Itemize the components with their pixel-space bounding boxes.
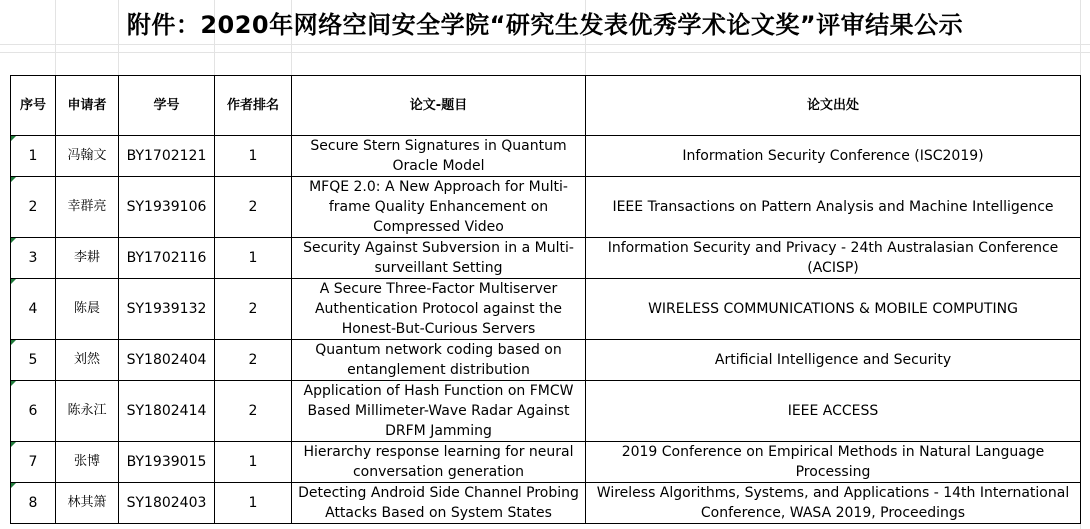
table-row (11, 483, 1081, 524)
table-row (11, 238, 1081, 279)
cell-author-rank[interactable]: 2 (215, 279, 292, 340)
header-author-rank[interactable]: 作者排名 (215, 76, 292, 136)
cell-student-id[interactable]: SY1939132 (119, 279, 215, 340)
cell-venue[interactable]: Information Security Conference (ISC2019) (586, 136, 1081, 177)
cell-applicant[interactable]: 张博 (56, 442, 119, 483)
cell-paper-title[interactable]: Quantum network coding based on entanglement distribution (292, 340, 586, 381)
cell-no[interactable]: 4 (11, 279, 56, 340)
cell-paper-title[interactable]: Security Against Subversion in a Multi-surveillant Setting (292, 238, 586, 279)
cell-author-rank[interactable]: 2 (215, 340, 292, 381)
cell-no[interactable]: 6 (11, 381, 56, 442)
cell-paper-title[interactable]: Application of Hash Function on FMCW Based Millimeter-Wave Radar Against DRFM Jamming (292, 381, 586, 442)
cell-student-id[interactable]: BY1702121 (119, 136, 215, 177)
cell-student-id[interactable]: BY1939015 (119, 442, 215, 483)
header-no[interactable]: 序号 (11, 76, 56, 136)
cell-marker-icon (11, 177, 16, 182)
cell-marker-icon (11, 136, 16, 141)
cell-student-id[interactable]: SY1802404 (119, 340, 215, 381)
cell-venue[interactable]: Information Security and Privacy - 24th Australasian Conference (ACISP) (586, 238, 1081, 279)
header-paper-title[interactable]: 论文-题目 (292, 76, 586, 136)
cell-venue[interactable]: WIRELESS COMMUNICATIONS & MOBILE COMPUTING (586, 279, 1081, 340)
cell-author-rank[interactable]: 2 (215, 177, 292, 238)
cell-author-rank[interactable]: 1 (215, 238, 292, 279)
cell-paper-title[interactable]: Hierarchy response learning for neural conversation generation (292, 442, 586, 483)
table-row (11, 136, 1081, 177)
cell-student-id[interactable]: SY1939106 (119, 177, 215, 238)
header-venue[interactable]: 论文出处 (586, 76, 1081, 136)
cell-applicant[interactable]: 幸群亮 (56, 177, 119, 238)
table-row (11, 381, 1081, 442)
cell-author-rank[interactable]: 1 (215, 442, 292, 483)
cell-no[interactable]: 8 (11, 483, 56, 524)
table-row (11, 177, 1081, 238)
cell-author-rank[interactable]: 2 (215, 381, 292, 442)
cell-applicant[interactable]: 刘然 (56, 340, 119, 381)
cell-paper-title[interactable]: Detecting Android Side Channel Probing Attacks Based on System States (292, 483, 586, 524)
cell-applicant[interactable]: 林其箫 (56, 483, 119, 524)
cell-author-rank[interactable]: 1 (215, 136, 292, 177)
cell-venue[interactable]: IEEE Transactions on Pattern Analysis and Machine Intelligence (586, 177, 1081, 238)
cell-paper-title[interactable]: MFQE 2.0: A New Approach for Multi-frame Quality Enhancement on Compressed Video (292, 177, 586, 238)
cell-applicant[interactable]: 陈晨 (56, 279, 119, 340)
cell-author-rank[interactable]: 1 (215, 483, 292, 524)
cell-paper-title[interactable]: Secure Stern Signatures in Quantum Oracle Model (292, 136, 586, 177)
cell-student-id[interactable]: SY1802414 (119, 381, 215, 442)
results-table (10, 75, 1081, 524)
header-row (11, 76, 1081, 136)
cell-applicant[interactable]: 陈永江 (56, 381, 119, 442)
cell-venue[interactable]: 2019 Conference on Empirical Methods in Natural Language Processing (586, 442, 1081, 483)
cell-student-id[interactable]: SY1802403 (119, 483, 215, 524)
cell-applicant[interactable]: 李耕 (56, 238, 119, 279)
cell-marker-icon (11, 279, 16, 284)
cell-marker-icon (11, 238, 16, 243)
cell-venue[interactable]: Wireless Algorithms, Systems, and Applications - 14th International Conference, WASA 2019, Proceedings (586, 483, 1081, 524)
cell-no[interactable]: 1 (11, 136, 56, 177)
cell-marker-icon (11, 483, 16, 488)
cell-venue[interactable]: IEEE ACCESS (586, 381, 1081, 442)
cell-marker-icon (11, 381, 16, 386)
table-row (11, 340, 1081, 381)
header-applicant[interactable]: 申请者 (56, 76, 119, 136)
cell-no[interactable]: 7 (11, 442, 56, 483)
cell-venue[interactable]: Artificial Intelligence and Security (586, 340, 1081, 381)
cell-no[interactable]: 3 (11, 238, 56, 279)
cell-marker-icon (11, 442, 16, 447)
cell-no[interactable]: 2 (11, 177, 56, 238)
table-row (11, 442, 1081, 483)
cell-marker-icon (11, 340, 16, 345)
table-row (11, 279, 1081, 340)
cell-student-id[interactable]: BY1702116 (119, 238, 215, 279)
header-student-id[interactable]: 学号 (119, 76, 215, 136)
cell-no[interactable]: 5 (11, 340, 56, 381)
cell-applicant[interactable]: 冯翰文 (56, 136, 119, 177)
page-title: 附件：2020年网络空间安全学院“研究生发表优秀学术论文奖”评审结果公示 (126, 10, 964, 39)
cell-paper-title[interactable]: A Secure Three-Factor Multiserver Authentication Protocol against the Honest-But-Curious Servers (292, 279, 586, 340)
